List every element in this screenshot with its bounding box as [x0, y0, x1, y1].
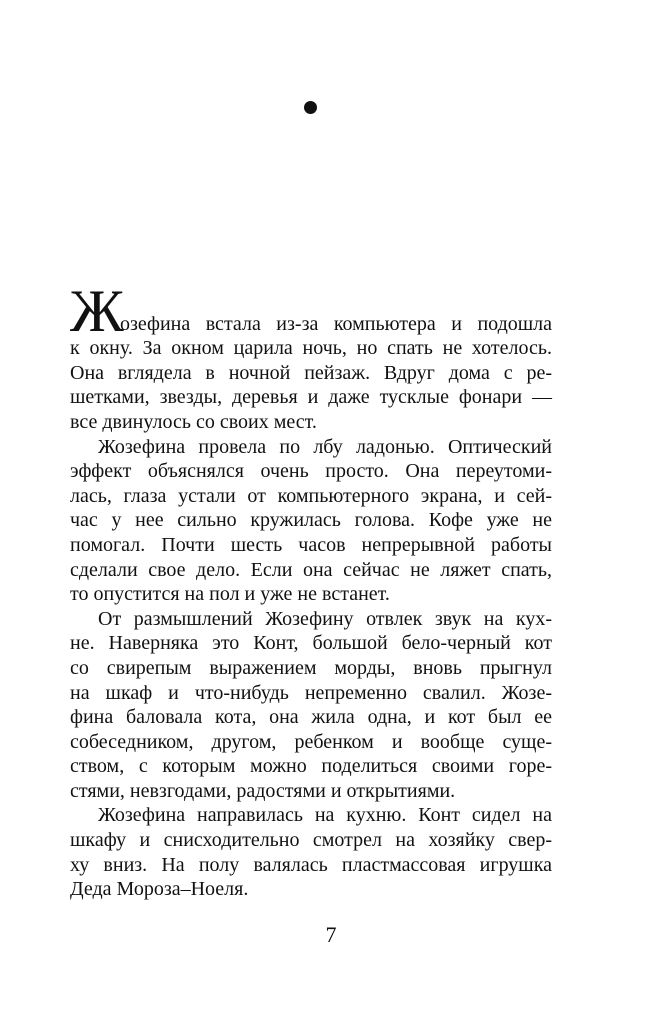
paragraph-4-line: Деда Мороза–Ноеля. — [70, 878, 249, 901]
paragraph-2-line: лась, глаза устали от компьютерного экрана, и сей- — [70, 484, 552, 507]
paragraph-3-line: на шкаф и что-нибудь непременно свалил. Жозе- — [70, 681, 552, 704]
drop-cap: Ж — [70, 278, 124, 344]
paragraph-4-line: ху вниз. На полу валялась пластмассовая игрушка — [70, 853, 552, 876]
paragraph-1-line: Она вглядела в ночной пейзаж. Вдруг дома с ре- — [70, 361, 552, 384]
paragraph-3-line: не. Наверняка это Конт, большой бело-черный кот — [70, 632, 552, 655]
page-number: 7 — [325, 922, 337, 947]
paragraph-1-line-1 — [70, 278, 552, 344]
paragraph-1-line: все двинулось со своих мест. — [70, 410, 317, 433]
paragraph-4-line: шкафу и снисходительно смотрел на хозяйку свер- — [70, 829, 552, 852]
paragraph-1-first-line-text: озефина встала из-за компьютера и подошла — [120, 312, 552, 335]
paragraph-3-line: фина баловала кота, она жила одна, и кот был ее — [70, 706, 552, 729]
paragraph-3-line: От размышлений Жозефину отвлек звук на кух- — [98, 607, 552, 630]
body-text — [70, 278, 552, 902]
paragraph-2-line: то опустится на пол и уже не встанет. — [70, 583, 390, 606]
paragraph-1-line: шетками, звезды, деревья и даже тусклые фонари — — [70, 386, 552, 409]
paragraph-3-line: стями, невзгодами, радостями и открытиями. — [70, 779, 456, 802]
ornament-dot-icon — [304, 101, 317, 114]
paragraph-4-line: Жозефина направилась на кухню. Конт сидел на — [98, 804, 552, 827]
paragraph-1-line: к окну. За окном царила ночь, но спать не хотелось. — [70, 337, 552, 360]
paragraph-2-line: час у нее сильно кружилась голова. Кофе уже не — [70, 509, 552, 532]
paragraph-2-line: помогал. Почти шесть часов непрерывной работы — [70, 533, 552, 556]
paragraph-3-line: ством, с которым можно поделиться своими горе- — [70, 755, 552, 778]
paragraph-2-line: Жозефина провела по лбу ладонью. Оптический — [98, 435, 552, 458]
paragraph-3-line: со свирепым выражением морды, вновь прыгнул — [70, 656, 552, 679]
paragraph-2-line: сделали свое дело. Если она сейчас не ляжет спать, — [70, 558, 552, 581]
paragraph-2-line: эффект объяснялся очень просто. Она переутоми- — [70, 460, 552, 483]
paragraph-3-line: собеседником, другом, ребенком и вообще суще- — [70, 730, 552, 753]
